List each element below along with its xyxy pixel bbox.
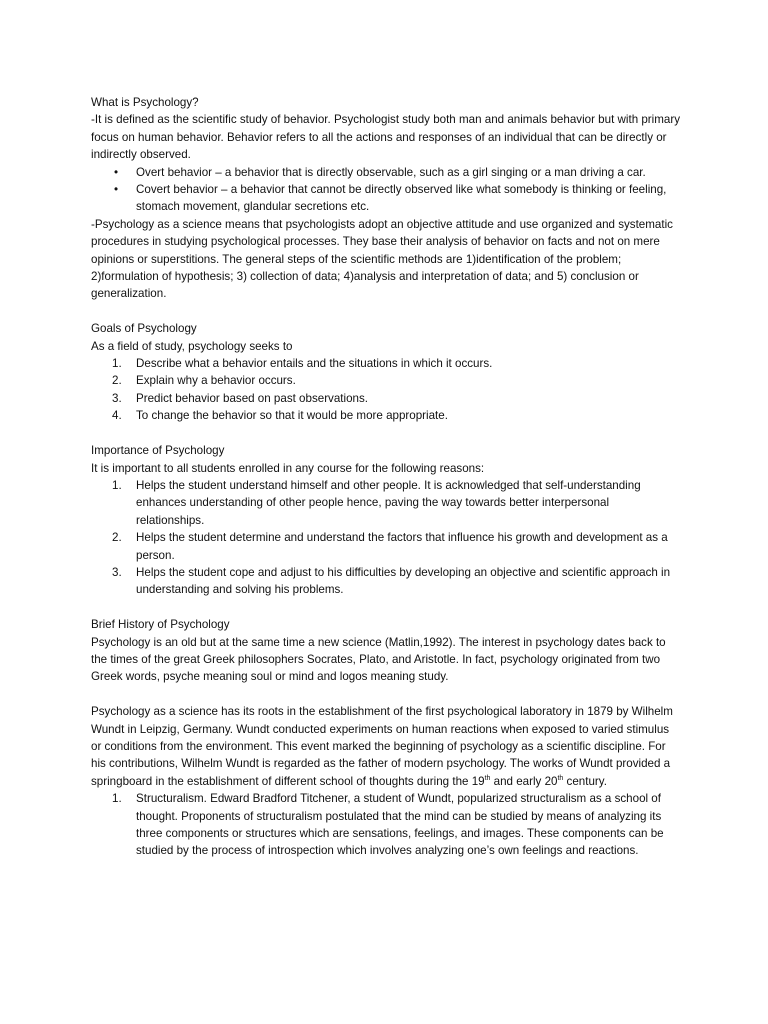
goals-list-item bbox=[91, 390, 680, 407]
goals-list bbox=[91, 355, 680, 425]
spacer bbox=[91, 686, 680, 703]
list-item-text: Describe what a behavior entails and the situations in which it occurs. bbox=[136, 357, 493, 371]
list-number: 1. bbox=[112, 478, 122, 492]
paragraph-text: and early 20 bbox=[490, 774, 558, 788]
section-heading-what: What is Psychology? bbox=[91, 96, 199, 109]
paragraph-science: -Psychology as a science means that psychologists adopt an objective attitude and use organized and systematic procedures in studying psychological processes. They base their analysis of behavior on facts and not on mere opinions or superstitions. The general steps of the scientific methods are 1)identification of the problem; 2)formulation of hypothesis; 3) collection of data; 4)analysis and interpretation of data; and 5) conclusion or generalization. bbox=[91, 217, 673, 301]
importance-list bbox=[91, 477, 680, 599]
goals-list-item bbox=[91, 355, 680, 372]
paragraph-history-wundt bbox=[91, 703, 680, 790]
behavior-bullet-list bbox=[91, 164, 680, 216]
list-number: 1. bbox=[112, 792, 122, 806]
spacer bbox=[91, 303, 680, 320]
list-item-text: Predict behavior based on past observations. bbox=[136, 391, 369, 405]
paragraph-history-origin: Psychology is an old but at the same time a new science (Matlin,1992). The interest in psychology dates back to the times of the great Greek philosophers Socrates, Plato, and Aristotle. In fact, psychology originated from two Greek words, psyche meaning soul or mind and logos meaning study. bbox=[91, 635, 666, 684]
list-item-text: Helps the student understand himself and other people. It is acknowledged that self-understanding enhances understanding of other people hence, paving the way towards better interpersonal relationships. bbox=[136, 478, 641, 527]
list-number: 2. bbox=[112, 374, 122, 388]
goals-list-item bbox=[91, 372, 680, 389]
schools-of-thought-list bbox=[91, 790, 680, 860]
importance-intro: It is important to all students enrolled in any course for the following reasons: bbox=[91, 461, 485, 475]
list-number: 3. bbox=[112, 565, 122, 579]
section-heading-importance: Importance of Psychology bbox=[91, 444, 225, 458]
spacer bbox=[91, 425, 680, 442]
list-item-text: Helps the student cope and adjust to his difficulties by developing an objective and scientific approach in understanding and solving his problems. bbox=[136, 565, 671, 597]
section-heading-history: Brief History of Psychology bbox=[91, 618, 230, 632]
section-heading-goals: Goals of Psychology bbox=[91, 322, 197, 336]
list-item-text: Explain why a behavior occurs. bbox=[136, 374, 296, 388]
goals-list-item bbox=[91, 407, 680, 424]
list-item-text: To change the behavior so that it would be more appropriate. bbox=[136, 409, 448, 423]
importance-list-item bbox=[91, 564, 680, 599]
paragraph-text: Psychology as a science has its roots in the establishment of the first psychological laboratory in 1879 by Wilhelm Wundt in Leipzig, Germany. Wundt conducted experiments on human reactions when exposed to varied stimulus or conditions from the environment. This event marked the beginning of psychology as a scientific discipline. For his contributions, Wilhelm Wundt is regarded as the father of modern psychology. The works of Wundt provided a springboard in the establishment of different school of thoughts during the 19 bbox=[91, 705, 673, 788]
list-item-text: Helps the student determine and understand the factors that influence his growth and development as a person. bbox=[136, 531, 668, 562]
bullet-item-overt: • Overt behavior – a behavior that is directly observable, such as a girl singing or a man driving a car. bbox=[91, 164, 680, 181]
paragraph-definition: -It is defined as the scientific study of behavior. Psychologist study both man and animals behavior but with primary focus on human behavior. Behavior refers to all the actions and responses of an individual that can be directly or indirectly observed. bbox=[91, 113, 681, 162]
list-number: 3. bbox=[112, 391, 122, 405]
importance-list-item bbox=[91, 529, 680, 564]
list-item-text: Structuralism. Edward Bradford Titchener, a student of Wundt, popularized structuralism as a school of thought. Proponents of structuralism postulated that the mind can be studied by means of analyzing its three components or structures which are sensations, feelings, and images. These components can be studied by the process of introspection which involves analyzing one’s own feelings and reactions. bbox=[136, 792, 664, 858]
schools-list-item bbox=[91, 790, 680, 860]
goals-intro: As a field of study, psychology seeks to bbox=[91, 339, 293, 353]
superscript: th bbox=[484, 774, 491, 782]
list-number: 1. bbox=[112, 357, 122, 371]
spacer bbox=[91, 599, 680, 616]
importance-list-item bbox=[91, 477, 680, 529]
superscript: th bbox=[557, 774, 564, 782]
list-number: 4. bbox=[112, 409, 122, 423]
paragraph-text: century. bbox=[563, 774, 607, 788]
list-number: 2. bbox=[112, 531, 122, 545]
bullet-item-covert: • Covert behavior – a behavior that cannot be directly observed like what somebody is thinking or feeling, stomach movement, glandular secretions etc. bbox=[91, 181, 680, 216]
